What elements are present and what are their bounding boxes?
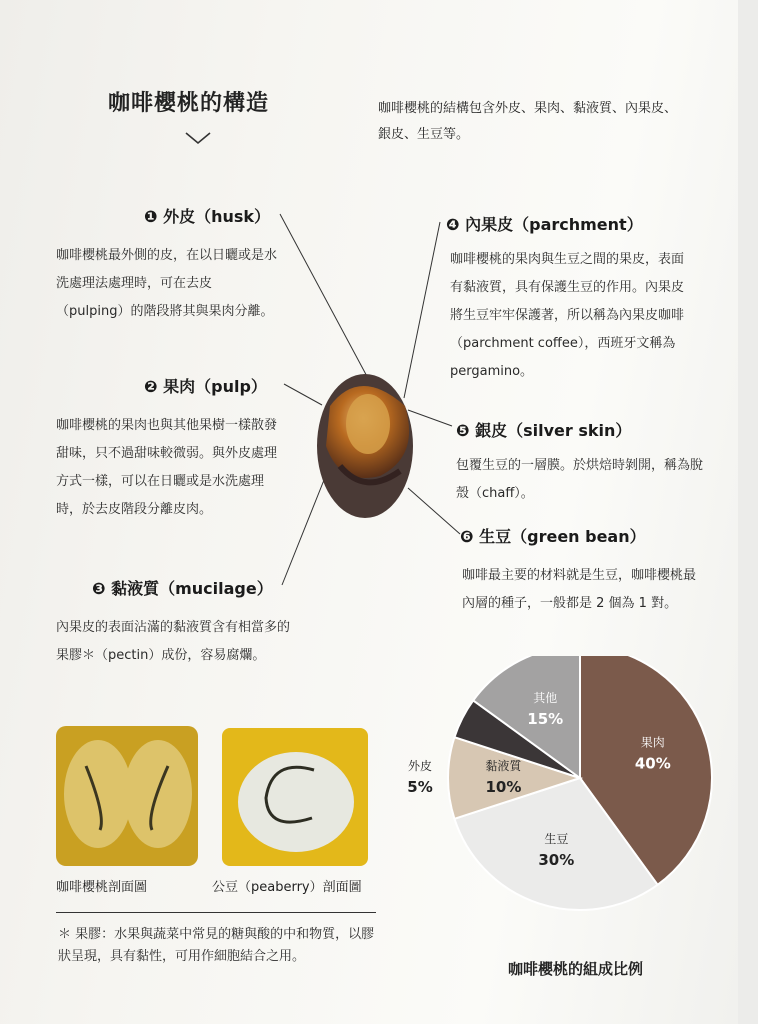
section-pulp-heading: ❷ 果肉（pulp） [144,377,267,396]
pie-value-other: 15% [527,709,564,728]
pie-value-mucilage: 10% [485,778,522,796]
section-parchment-heading: ❹ 內果皮（parchment） [446,215,643,234]
pie-value-husk: 5% [407,778,433,796]
section-mucilage-body: 內果皮的表面沾滿的黏液質含有相當多的果膠＊（pectin）成份，容易腐爛。 [56,620,291,663]
footnote: ＊ 果膠：水果與蔬菜中常見的糖與酸的中和物質，以膠狀呈現，具有黏性，可用作細胞結合之用。 [58,927,375,964]
pie-label-mucilage: 黏液質 [485,759,522,773]
page-title: 咖啡櫻桃的構造 [108,91,270,116]
section-greenbean-heading: ❻ 生豆（green bean） [460,527,646,546]
section-pulp-body: 咖啡櫻桃的果肉也與其他果樹一樣散發甜味，只不過甜味較微弱。與外皮處理方式一樣，可以在日曬或是水洗處理時，於去皮階段分離皮肉。 [56,418,278,517]
intro-text: 咖啡櫻桃的結構包含外皮、果肉、黏液質、內果皮、銀皮、生豆等。 [378,101,678,142]
cherry-section-caption: 咖啡櫻桃剖面圖 [56,880,148,895]
section-silverskin-body: 包覆生豆的一層膜。於烘焙時剝開，稱為脫殼（chaff）。 [456,458,704,501]
pie-label-pulp: 果肉 [640,735,665,750]
pie-label-green-bean: 生豆 [544,831,569,846]
pie-value-green-bean: 30% [538,850,575,869]
pie-value-pulp: 40% [634,754,671,773]
pie-label-husk: 外皮 [407,759,433,773]
chart-title: 咖啡櫻桃的組成比例 [508,960,644,978]
section-greenbean-body: 咖啡最主要的材料就是生豆，咖啡櫻桃最內層的種子，一般都是 2 個為 1 對。 [462,568,697,611]
coffee-cherry-cutaway-image [310,366,420,520]
section-parchment-body: 咖啡櫻桃的果肉與生豆之間的果皮，表面有黏液質，具有保護生豆的作用。內果皮將生豆牢牢保護著，所以稱為內果皮咖啡（parchment coffee），西班牙文稱為 pergamino。 [450,252,685,379]
section-husk-heading: ❶ 外皮（husk） [144,207,271,226]
footnote-divider [56,912,376,913]
section-mucilage-heading: ❸ 黏液質（mucilage） [92,579,273,598]
section-husk-body: 咖啡櫻桃最外側的皮，在以日曬或是水洗處理法處理時，可在去皮（pulping）的階段將其與果肉分離。 [56,248,278,319]
section-silverskin-heading: ❺ 銀皮（silver skin） [456,421,632,440]
composition-pie-chart [398,656,738,928]
peaberry-section-photo [222,728,368,866]
cherry-section-photo [56,726,198,866]
pie-label-other: 其他 [533,690,558,705]
peaberry-section-caption: 公豆（peaberry）剖面圖 [212,880,362,895]
